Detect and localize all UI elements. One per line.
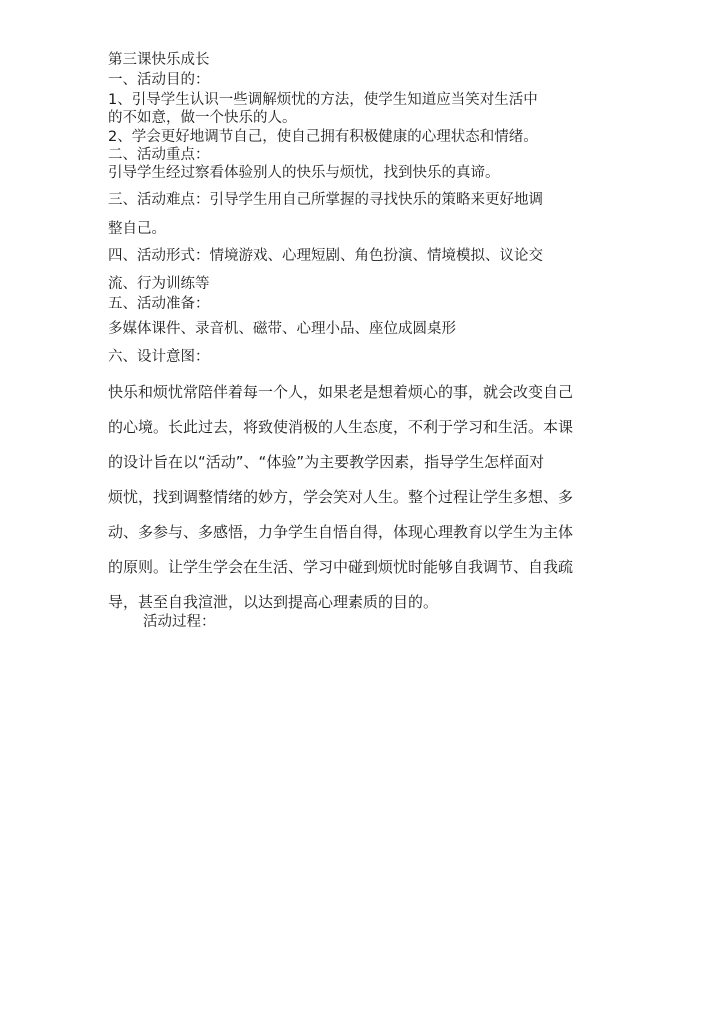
paragraph-line-2: 的心境。长此过去，将致使消极的人生态度，不利于学习和生活。本课 (108, 418, 574, 436)
section-5-body: 多媒体课件、录音机、磁带、心理小品、座位成圆桌形 (108, 321, 456, 337)
section-3-line-1: 三、活动难点：引导学生用自己所掌握的寻找快乐的策略来更好地调 (108, 192, 543, 208)
section-2-body: 引导学生经过察看体验别人的快乐与烦忧，找到快乐的真谛。 (108, 165, 500, 181)
section-1-item-1-line-2: 的不如意，做一个快乐的人。 (108, 110, 297, 126)
paragraph-line-5: 动、多参与、多感悟，力争学生自悟自得，体现心理教育以学生为主体 (108, 523, 574, 541)
section-4-line-1: 四、活动形式：情境游戏、心理短剧、角色扮演、情境模拟、议论交 (108, 248, 543, 264)
paragraph-line-3: 的设计旨在以“活动”、“体验”为主要教学因素，指导学生怎样面对 (108, 453, 545, 471)
section-4-line-2: 流、行为训练等 (108, 276, 210, 292)
paragraph-line-4: 烦忧，找到调整情绪的妙方，学会笑对人生。整个过程让学生多想、多 (108, 488, 574, 506)
paragraph-line-1: 快乐和烦忧常陪伴着每一个人，如果老是想着烦心的事，就会改变自己 (108, 383, 574, 401)
document-title: 第三课快乐成长 (108, 52, 210, 68)
section-1-item-1-line-1: 1、引导学生认识一些调解烦忧的方法，使学生知道应当笑对生活中 (108, 92, 538, 108)
section-1-heading: 一、活动目的： (108, 72, 210, 88)
section-6-heading: 六、设计意图： (108, 349, 210, 365)
section-1-item-2: 2、学会更好地调节自己，使自己拥有积极健康的心理状态和情绪。 (108, 129, 538, 145)
section-5-heading: 五、活动准备： (108, 296, 210, 312)
paragraph-line-7: 导，甚至自我渲泄，以达到提高心理素质的目的。 (108, 593, 439, 611)
section-3-line-2: 整自己。 (108, 221, 166, 237)
section-2-heading: 二、活动重点： (108, 147, 210, 163)
activity-process-heading: 活动过程： (143, 614, 216, 630)
paragraph-line-6: 的原则。让学生学会在生活、学习中碰到烦忧时能够自我调节、自我疏 (108, 558, 574, 576)
